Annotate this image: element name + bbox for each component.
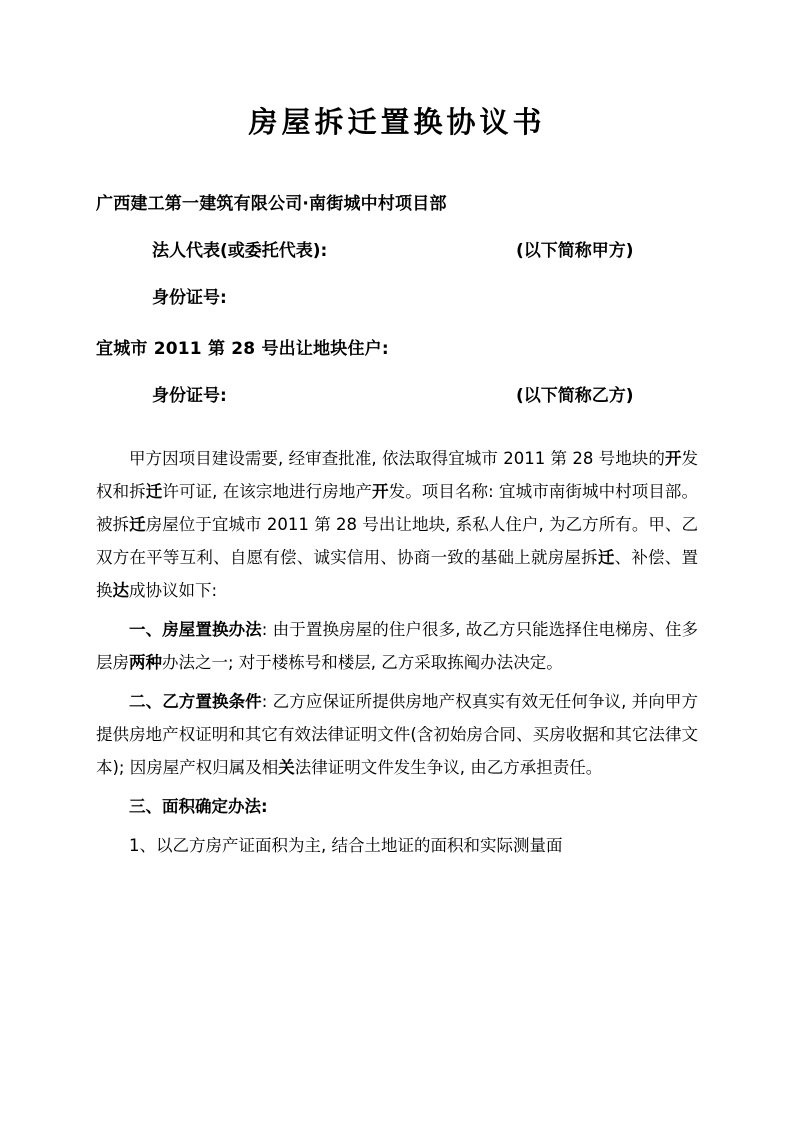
text-run: 发权和拆 bbox=[96, 448, 698, 501]
party-a-id-label: 身份证号: bbox=[152, 287, 227, 308]
text-run: 、补偿、置换 bbox=[96, 547, 699, 600]
party-b-id-line bbox=[96, 381, 698, 406]
text-run: 两种 bbox=[129, 652, 162, 672]
party-a-company: 广西建工第一建筑有限公司·南街城中村项目部 bbox=[96, 193, 447, 214]
paragraph-article-1 bbox=[96, 613, 698, 679]
text-run: 达 bbox=[112, 580, 129, 600]
text-run: 开 bbox=[664, 448, 682, 468]
text-run: 甲方因项目建设需要, 经审查批准, 依法取得宜城市 2011 第 28 号地块的 bbox=[129, 448, 665, 468]
paragraph-article-3 bbox=[96, 790, 698, 823]
paragraph-preamble bbox=[96, 442, 698, 607]
text-run: 许可证, 在该宗地进行房地产 bbox=[162, 481, 373, 501]
party-b-title: 宜城市 2011 第 28 号出让地块住户: bbox=[96, 338, 389, 359]
party-b-note: (以下简称乙方) bbox=[516, 385, 634, 406]
text-run: 成协议如下: bbox=[129, 580, 218, 600]
text-run: 迁 bbox=[129, 514, 146, 534]
legal-representative-label: 法人代表(或委托代表): bbox=[152, 240, 328, 261]
text-run: 迁 bbox=[597, 547, 615, 567]
text-run: 三、面积 bbox=[129, 796, 195, 816]
text-run: 二、乙方置换条件 bbox=[129, 691, 262, 711]
text-run: 办法之一; 对于楼栋号和楼层, 乙方采取拣阄办法决定。 bbox=[162, 652, 563, 672]
paragraph-article-2 bbox=[96, 685, 698, 784]
text-run: : 由于置换房屋的住户很多, 故乙方只能选择住电梯房、住多层房 bbox=[96, 619, 699, 672]
text-run: : 乙方应保证所提供房地产权真实有效无任何争议, 并向甲方提供房地产权证明和其它有效法律证明文件(含初始房合同、买房收据和其它法律文本); 因房屋产权归属及相 bbox=[96, 691, 699, 777]
text-run: 定办法: bbox=[211, 796, 268, 816]
text-run: 发。项目名称: 宜城市南街城中村项目部。被拆 bbox=[96, 481, 699, 534]
party-b-id-label: 身份证号: bbox=[152, 385, 227, 406]
text-run: 房屋位于宜城市 2011 第 28 号出让地块, 系私人住户, 为乙方所有。甲、乙双方在平等互利、自愿有偿、诚实信用、协商一致的基础上就房屋拆 bbox=[96, 514, 699, 567]
text-run: 开 bbox=[372, 481, 389, 501]
page-title: 房屋拆迁置换协议书 bbox=[248, 105, 546, 139]
text-run: 房屋置换办法 bbox=[162, 619, 262, 639]
text-run: 法律证明文件发生争议, 由乙方承担责任。 bbox=[294, 757, 603, 777]
party-a-note: (以下简称甲方) bbox=[516, 240, 634, 261]
text-run: 迁 bbox=[145, 481, 163, 501]
paragraph-article-3-item-1 bbox=[96, 829, 698, 862]
text-run: 关 bbox=[278, 757, 295, 777]
text-run: 确 bbox=[195, 796, 212, 816]
legal-representative-line bbox=[96, 236, 698, 261]
text-run: 1、以乙方房产证面积为主, 结合土地证的面积和实际测量面 bbox=[129, 835, 563, 855]
text-run: 一、 bbox=[129, 619, 163, 639]
party-a-id-line bbox=[96, 283, 698, 308]
